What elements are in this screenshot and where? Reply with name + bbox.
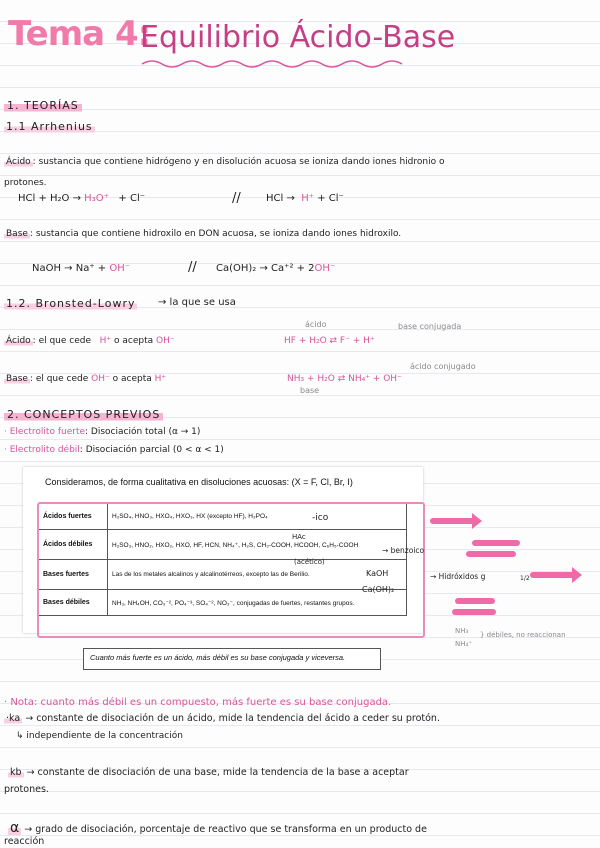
table-row-label: Ácidos débiles [39,530,108,560]
ka-definition: ·ka → constante de disociación de un ácido, mide la tendencia del ácido a ceder su protón. [6,713,440,724]
electrolito-debil: · Electrolito débil: Disociación parcial (0 < α < 1) [4,445,224,455]
base-separator: // [188,260,197,275]
pink-arrow-1 [430,518,476,524]
acido-equation-2: HCl → H⁺ + Cl⁻ [266,193,344,204]
bl-acido-equation: HF + H₂O ⇄ F⁻ + H⁺ [284,336,375,346]
title-wavy-underline [140,58,410,70]
note-fraction: 1/2 [520,575,530,582]
base-equation-1: NaOH → Na⁺ + OH⁻ [32,263,131,274]
table-row-content: NH₃, NH₄OH, CO₃⁻², PO₄⁻³, SO₄⁻², NO₃⁻, conjugadas de fuertes, restantes grupos. [108,590,407,616]
acido-definition: Ácido : sustancia que contiene hidrógeno y en disolución acuosa se ioniza dando iones hidronio o [6,157,445,167]
bl-acido-definition: Ácido : el que cede H⁺ o acepta OH⁻ [6,336,175,346]
bl-acido-ann-acido: ácido [305,320,327,329]
page-title-sub: Equilibrio Ácido-Base [140,20,456,55]
table-caption: Consideramos, de forma cualitativa en disoluciones acuosas: (X = F, Cl, Br, I) [45,477,353,487]
note-acetico: (acético) [294,558,325,566]
note-benzoico: → benzoico [382,546,425,555]
kb-definition-cont: protones. [4,784,49,795]
pink-arrow-2 [472,540,520,546]
note-debiles: } débiles, no reaccionan [480,631,566,639]
pink-arrowhead-4 [572,567,582,583]
alpha-definition: α → grado de disociación, porcentaje de reactivo que se transforma en un producto de [10,820,427,836]
pink-arrow-6 [452,609,496,615]
note-caoh: Ca(OH)₂ [362,585,395,594]
nota-text: · Nota: cuanto más débil es un compuesto, más fuerte es su base conjugada. [4,697,392,708]
section-heading-teorias: 1. TEORÍAS [4,99,82,112]
table-row-label: Bases débiles [39,590,108,616]
page-title-main: Tema 4: [8,14,151,54]
electrolito-fuerte: · Electrolito fuerte: Disociación total (α → 1) [4,427,201,437]
alpha-definition-cont: reacción [4,836,45,847]
bl-acido-ann-base-conj: base conjugada [398,322,462,331]
subsection-heading-bronsted: 1.2. Bronsted-Lowry [6,297,136,310]
bl-base-ann-acido-conj: ácido conjugado [410,362,476,371]
bl-base-ann-base: base [300,386,320,395]
bl-base-equation: NH₃ + H₂O ⇄ NH₄⁺ + OH⁻ [287,374,402,384]
table-row-label: Bases fuertes [39,560,108,590]
acido-separator: // [232,191,241,206]
pink-arrow-3 [466,551,516,557]
bronsted-note: → la que se usa [158,297,236,308]
note-ico: -ico [312,513,329,523]
acido-equation-1: HCl + H₂O → H₃O⁺ + Cl⁻ [18,193,146,204]
pink-arrow-5 [455,598,495,604]
table-footnote-box [83,648,381,670]
note-hidroxidos: → Hidróxidos g [430,572,486,581]
base-equation-2: Ca(OH)₂ → Ca⁺² + 2OH⁻ [216,263,336,274]
section-heading-conceptos: 2. CONCEPTOS PREVIOS [4,408,163,421]
base-definition: Base : sustancia que contiene hidroxilo en DON acuosa, se ioniza dando iones hidroxilo. [6,229,402,239]
note-hac: HAc [292,533,306,541]
ka-subnote: ↳ independiente de la concentración [16,731,183,741]
acido-definition-cont: protones. [4,178,47,188]
table-row-content: Las de los metales alcalinos y alcalinotérreos, excepto las de Berilio. [108,560,407,590]
table-row-content: H₂SO₄, HNO₃, HXO₄, HXO₃, HX (excepto HF), H₃PO₄ [108,504,407,530]
table-row-label: Ácidos fuertes [39,504,108,530]
bl-base-definition: Base : el que cede OH⁻ o acepta H⁺ [6,374,167,384]
pink-arrow-4 [530,572,576,578]
pink-arrowhead-1 [472,513,482,529]
kb-definition: kb → constante de disociación de una base, mide la tendencia de la base a aceptar [10,767,409,778]
table-row-content: H₂SO₃, HNO₂, HXO₂, HXO, HF, HCN, NH₄⁺, H₂S, CH₃-COOH, HCOOH, C₆H₅-COOH [108,530,407,560]
note-nh3: NH₃ [455,627,469,635]
subsection-heading-arrhenius: 1.1 Arrhenius [6,120,93,133]
table-footnote: Cuanto más fuerte es un ácido, más débil es su base conjugada y viceversa. [90,653,346,662]
note-koh: KaOH [366,569,389,578]
note-nh4: NH₄⁺ [455,640,473,648]
